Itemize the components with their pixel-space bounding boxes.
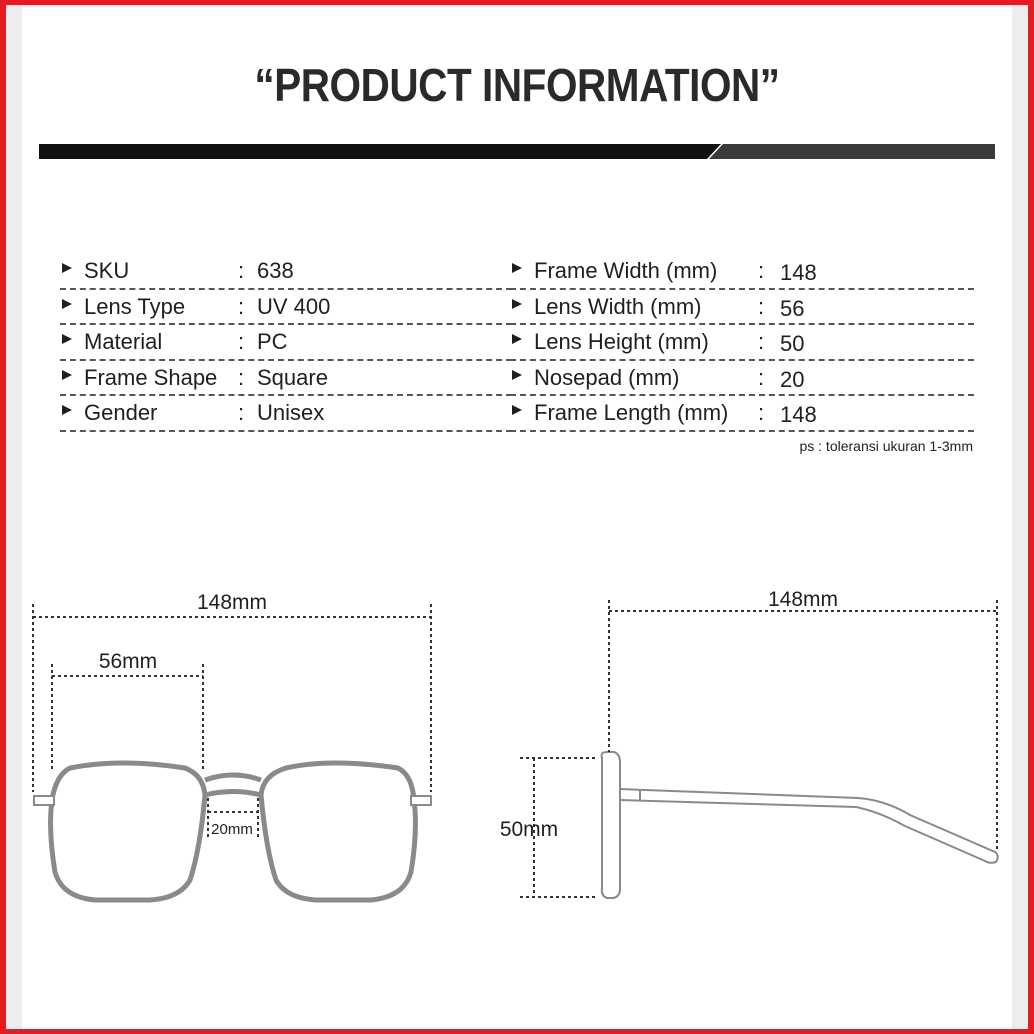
spec-value: Unisex bbox=[257, 400, 325, 425]
spec-value: PC bbox=[257, 329, 288, 354]
spec-label: Lens Type bbox=[84, 293, 186, 319]
spec-value: 50 bbox=[780, 331, 805, 356]
spec-label: Gender bbox=[84, 400, 158, 425]
spec-label: Frame Shape bbox=[84, 364, 218, 390]
spec-colon: : bbox=[758, 400, 765, 425]
spec-colon: : bbox=[758, 329, 765, 354]
right-temple-stub bbox=[411, 796, 431, 805]
tolerance-note: ps : toleransi ukuran 1-3mm bbox=[799, 438, 973, 454]
bridge bbox=[205, 775, 261, 780]
spec-colon: : bbox=[238, 364, 245, 390]
spec-label: Frame Length (mm) bbox=[534, 400, 729, 425]
spec-label: Material bbox=[84, 329, 163, 354]
spec-value: Square bbox=[257, 364, 328, 390]
spec-label: Nosepad (mm) bbox=[534, 364, 680, 390]
spec-value: 148 bbox=[780, 402, 817, 427]
spec-value: 56 bbox=[780, 295, 805, 321]
spec-colon: : bbox=[758, 364, 765, 390]
spec-value: 148 bbox=[780, 260, 817, 285]
spec-colon: : bbox=[238, 258, 245, 283]
spec-colon: : bbox=[238, 293, 245, 319]
front-lens-width-label: 56mm bbox=[98, 650, 158, 673]
side-frame-length-label: 148mm bbox=[767, 588, 839, 611]
front-dimension-lines bbox=[33, 604, 431, 840]
nosepad-bar bbox=[205, 792, 261, 796]
spec-value: 20 bbox=[780, 366, 805, 392]
left-temple-stub bbox=[34, 796, 54, 805]
spec-colon: : bbox=[758, 293, 765, 319]
left-lens-frame bbox=[51, 763, 205, 900]
right-lens-frame bbox=[261, 763, 415, 900]
side-view-glasses bbox=[602, 752, 998, 898]
spec-label: Lens Height (mm) bbox=[534, 329, 709, 354]
spec-value: UV 400 bbox=[257, 293, 331, 319]
side-lens-height-label: 50mm bbox=[499, 818, 559, 841]
spec-colon: : bbox=[238, 329, 245, 354]
spec-label: SKU bbox=[84, 258, 130, 283]
spec-colon: : bbox=[758, 258, 765, 283]
page-title: “PRODUCT INFORMATION” bbox=[254, 59, 780, 111]
side-lens-frame bbox=[602, 752, 620, 898]
side-dimension-lines bbox=[520, 600, 997, 897]
spec-value: 638 bbox=[257, 258, 294, 283]
side-temple-arm bbox=[620, 789, 998, 863]
front-nosepad-label: 20mm bbox=[211, 821, 253, 838]
spec-colon: : bbox=[238, 400, 245, 425]
front-view-temples bbox=[34, 796, 431, 805]
spec-label: Lens Width (mm) bbox=[534, 293, 702, 319]
front-frame-width-label: 148mm bbox=[196, 591, 268, 614]
spec-label: Frame Width (mm) bbox=[534, 258, 718, 283]
